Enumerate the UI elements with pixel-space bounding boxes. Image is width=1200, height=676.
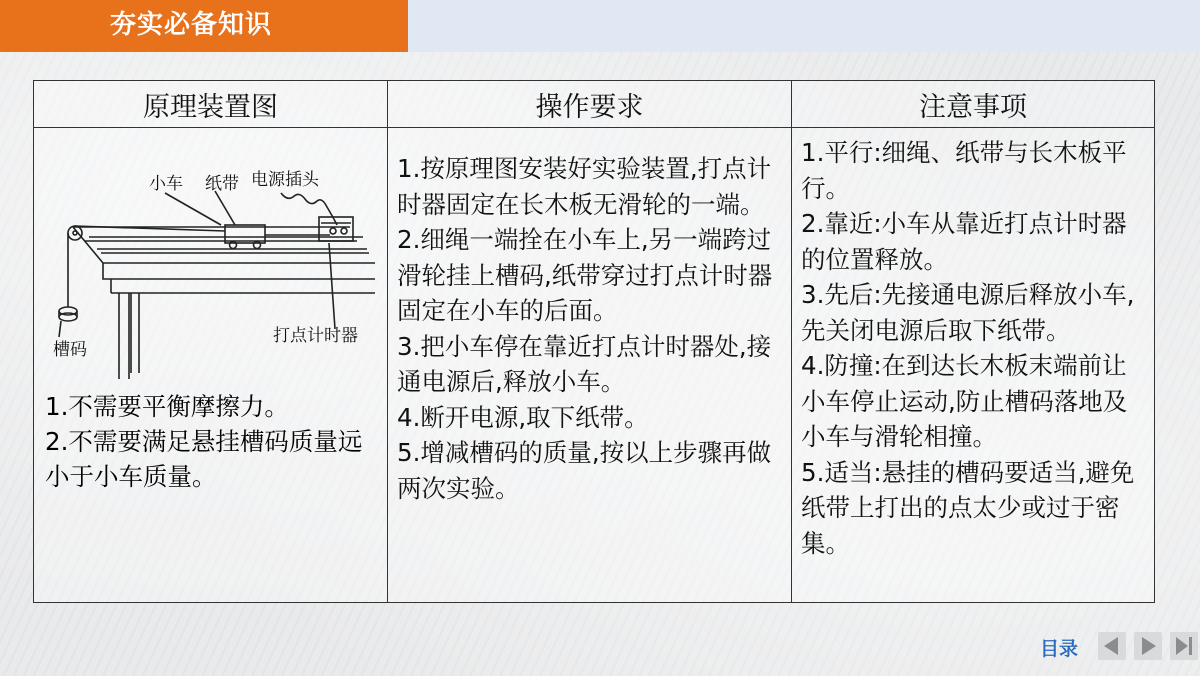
operation-cell [388,128,792,603]
table-body-row [34,128,1155,603]
diagram-notes [35,381,386,494]
note-item: 4.防撞:在到达长木板末端前让小车停止运动,防止槽码落地及小车与滑轮相撞。 [801,351,1128,451]
label-timer: 打点计时器 [273,326,358,346]
operation-step: 4.断开电源,取下纸带。 [397,402,649,432]
section-title: 夯实必备知识 [0,0,408,52]
header-notes: 注意事项 [792,81,1155,128]
label-plug: 电源插头 [251,170,319,190]
top-banner-fill [408,0,1200,52]
label-weights: 槽码 [53,340,87,360]
operation-step: 3.把小车停在靠近打点计时器处,接通电源后,释放小车。 [397,331,772,396]
note-item: 1.平行:细绳、纸带与长木板平行。 [801,138,1127,203]
operation-step: 2.细绳一端拴在小车上,另一端跨过滑轮挂上槽码,纸带穿过打点计时器固定在小车的后面。 [397,225,773,325]
label-cart: 小车 [149,174,183,194]
note-item: 5.适当:悬挂的槽码要适当,避免纸带上打出的点太少或过于密集。 [801,457,1135,558]
top-banner [0,0,1200,52]
apparatus-diagram [45,161,385,381]
note-item: 2.靠近:小车从靠近打点计时器的位置释放。 [801,209,1127,274]
operation-list [389,129,790,506]
header-diagram: 原理装置图 [34,81,388,128]
notes-cell [792,128,1155,603]
label-tape: 纸带 [205,174,239,194]
experiment-table [33,80,1155,603]
notes-list [793,129,1153,561]
note-item: 3.先后:先接通电源后释放小车,先关闭电源后取下纸带。 [801,280,1135,345]
table-header-row [34,81,1155,128]
diagram-cell [34,128,388,603]
diagram-note: 2.不需要满足悬挂槽码质量远小于小车质量。 [45,427,363,491]
diagram-note: 1.不需要平衡摩擦力。 [45,392,289,421]
last-page-icon[interactable] [1170,632,1198,660]
operation-step: 1.按原理图安装好实验装置,打点计时器固定在长木板无滑轮的一端。 [397,154,772,219]
contents-link[interactable]: 目录 [1040,638,1079,660]
header-operation: 操作要求 [388,81,792,128]
prev-triangle-icon[interactable] [1098,632,1126,660]
operation-step: 5.增减槽码的质量,按以上步骤再做两次实验。 [397,438,772,503]
next-triangle-icon[interactable] [1134,632,1162,660]
